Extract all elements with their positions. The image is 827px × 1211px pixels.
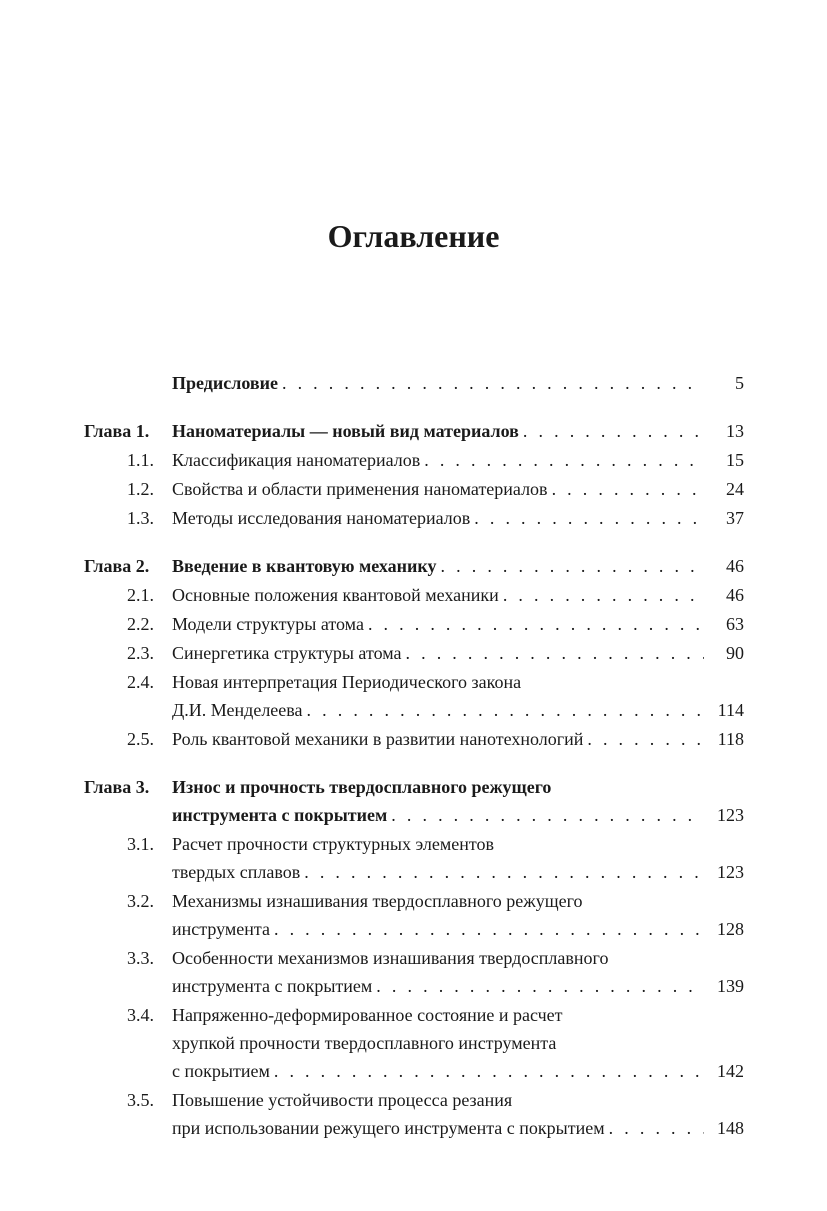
toc-page-number: 118 xyxy=(717,729,744,749)
toc-entry-chapter[interactable] xyxy=(84,552,744,580)
toc-entry-section[interactable] xyxy=(84,504,744,532)
dot-leader xyxy=(270,1057,704,1085)
dot-leader xyxy=(278,369,704,397)
toc-entry-section[interactable] xyxy=(84,668,744,724)
dot-leader xyxy=(583,725,704,753)
toc-entry-title-line: Новая интерпретация Периодического закона xyxy=(172,672,522,692)
dot-leader xyxy=(303,696,704,724)
toc-entry-number: 2.4. xyxy=(127,672,154,692)
toc-entry-section[interactable] xyxy=(84,725,744,753)
toc-page-number: 123 xyxy=(717,862,744,882)
dot-leader xyxy=(300,858,704,886)
dot-leader xyxy=(605,1114,704,1142)
toc-entry-title-line: Роль квантовой механики в развитии нанотехнологий xyxy=(172,729,584,749)
toc-page-number: 128 xyxy=(717,919,744,939)
dot-leader xyxy=(364,610,704,638)
toc-entry-title-line: Свойства и области применения наноматериалов xyxy=(172,479,548,499)
toc-entry-section[interactable] xyxy=(84,1086,744,1142)
dot-leader xyxy=(548,475,704,503)
toc-entry-section[interactable] xyxy=(84,581,744,609)
toc-entry-number: Глава 3. xyxy=(84,777,150,797)
toc-page-number: 114 xyxy=(717,700,744,720)
toc-entry-frontmatter[interactable] xyxy=(84,369,744,397)
toc-page-number: 148 xyxy=(717,1118,744,1138)
toc-entry-title-line: Расчет прочности структурных элементов xyxy=(172,834,495,854)
toc-page-number: 13 xyxy=(726,421,744,441)
toc-entry-section[interactable] xyxy=(84,944,744,1000)
toc-entry-number: 3.3. xyxy=(127,948,154,968)
toc-entry-title-line: твердых сплавов xyxy=(172,862,301,882)
toc-page-number: 63 xyxy=(726,614,744,634)
toc-entry-number: Глава 1. xyxy=(84,421,150,441)
toc-page-number: 139 xyxy=(717,976,744,996)
toc-entry-section[interactable] xyxy=(84,830,744,886)
toc-gap xyxy=(84,533,744,552)
toc-entry-number: 1.2. xyxy=(127,479,154,499)
toc-entry-title-line: Особенности механизмов изнашивания твердосплавного xyxy=(172,948,609,968)
toc-entry-title-line: инструмента xyxy=(172,919,270,939)
toc-entry-number: 2.5. xyxy=(127,729,154,749)
toc-entry-number: 1.3. xyxy=(127,508,154,528)
toc-entry-number: 2.1. xyxy=(127,585,154,605)
dot-leader xyxy=(499,581,704,609)
toc-entry-title-line: Методы исследования наноматериалов xyxy=(172,508,471,528)
dot-leader xyxy=(402,639,705,667)
toc-page-number: 46 xyxy=(726,556,744,576)
toc-gap xyxy=(84,398,744,417)
toc-page-number: 123 xyxy=(717,805,744,825)
dot-leader xyxy=(437,552,704,580)
toc-gap xyxy=(84,754,744,773)
toc-entry-title-line: Д.И. Менделеева xyxy=(172,700,303,720)
toc-entry-title-line: хрупкой прочности твердосплавного инструмента xyxy=(172,1033,557,1053)
toc-entry-section[interactable] xyxy=(84,1001,744,1085)
dot-leader xyxy=(519,417,704,445)
toc-entry-title-line: Введение в квантовую механику xyxy=(172,556,437,576)
toc-page-number: 90 xyxy=(726,643,744,663)
toc-entry-number: 3.1. xyxy=(127,834,154,854)
toc-page-number: 15 xyxy=(726,450,744,470)
toc-entry-section[interactable] xyxy=(84,639,744,667)
toc-entry-title-line: Классификация наноматериалов xyxy=(172,450,421,470)
toc-entry-section[interactable] xyxy=(84,610,744,638)
toc-entry-section[interactable] xyxy=(84,887,744,943)
toc-entry-title-line: Напряженно-деформированное состояние и расчет xyxy=(172,1005,563,1025)
toc-entry-number: 2.2. xyxy=(127,614,154,634)
page-title: Оглавление xyxy=(327,218,500,254)
dot-leader xyxy=(372,972,704,1000)
dot-leader xyxy=(387,801,704,829)
dot-leader xyxy=(270,915,704,943)
toc-entry-number: 1.1. xyxy=(127,450,154,470)
toc-page-number: 142 xyxy=(717,1061,744,1081)
toc-entry-title-line: Основные положения квантовой механики xyxy=(172,585,499,605)
toc-entry-number: Глава 2. xyxy=(84,556,150,576)
toc-entry-title-line: Износ и прочность твердосплавного режущего xyxy=(172,777,552,797)
toc-entry-title-line: Механизмы изнашивания твердосплавного режущего xyxy=(172,891,583,911)
toc-entry-title-line: Повышение устойчивости процесса резания xyxy=(172,1090,513,1110)
toc-entry-title-line: с покрытием xyxy=(172,1061,270,1081)
toc-entry-title-line: Предисловие xyxy=(172,373,278,393)
toc-entry-number: 3.5. xyxy=(127,1090,154,1110)
toc-page-number: 24 xyxy=(726,479,744,499)
toc-page-number: 46 xyxy=(726,585,744,605)
toc-entry-chapter[interactable] xyxy=(84,417,744,445)
toc-entry-title-line: Наноматериалы — новый вид материалов xyxy=(172,421,519,441)
toc-page-number: 37 xyxy=(726,508,744,528)
toc-entry-section[interactable] xyxy=(84,446,744,474)
toc-entry-number: 3.2. xyxy=(127,891,154,911)
dot-leader xyxy=(420,446,704,474)
toc-entry-title-line: инструмента с покрытием xyxy=(172,805,388,825)
toc-entry-section[interactable] xyxy=(84,475,744,503)
toc-entry-number: 3.4. xyxy=(127,1005,154,1025)
toc-page-number: 5 xyxy=(735,373,744,393)
toc-entry-number: 2.3. xyxy=(127,643,154,663)
toc-entry-title-line: Модели структуры атома xyxy=(172,614,364,634)
dot-leader xyxy=(470,504,704,532)
toc-entry-chapter[interactable] xyxy=(84,773,744,829)
toc-entry-title-line: при использовании режущего инструмента с покрытием xyxy=(172,1118,605,1138)
table-of-contents xyxy=(84,369,744,1143)
toc-entry-title-line: инструмента с покрытием xyxy=(172,976,373,996)
toc-entry-title-line: Синергетика структуры атома xyxy=(172,643,402,663)
